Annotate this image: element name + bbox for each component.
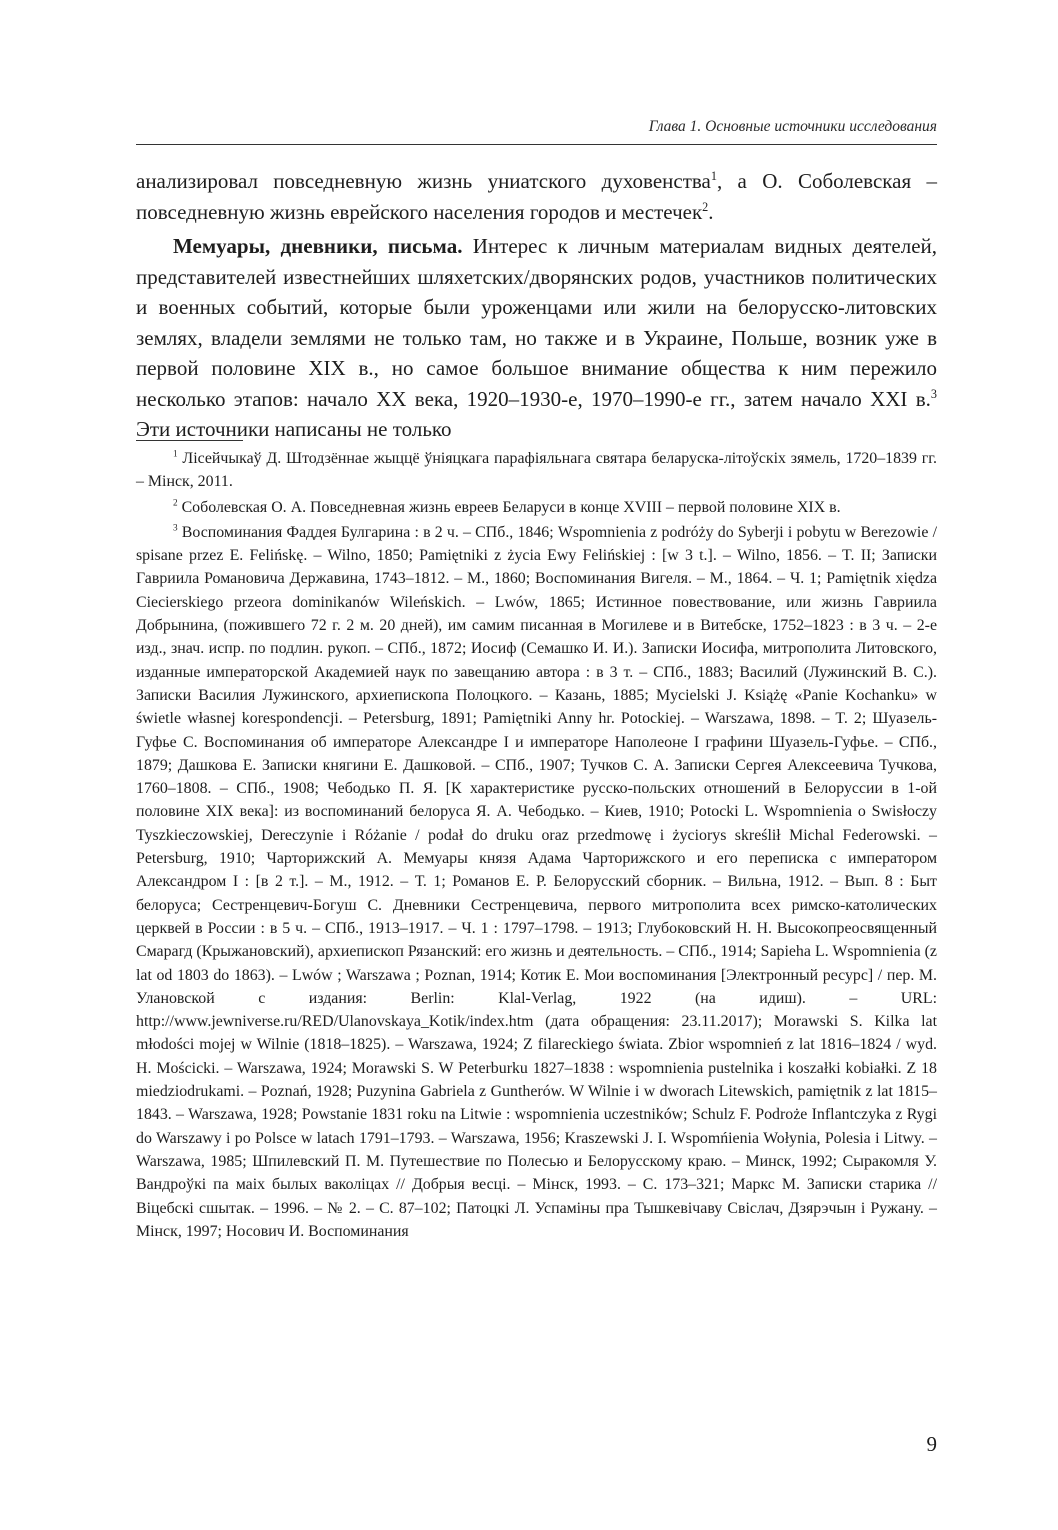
footnote-3 (136, 521, 937, 1243)
footnote-ref-2: 2 (702, 199, 709, 214)
paragraph-1-part-2: , а О. Соболевская – повседневную жизнь еврейского населения городов и местечек (136, 169, 937, 224)
book-page (136, 0, 937, 1530)
paragraph-1-part-1: анализировал повседневную жизнь униатского духовенства (136, 169, 711, 193)
footnote-number: 2 (173, 497, 178, 508)
footnote-rule (136, 440, 243, 441)
section-lead: Мемуары, дневники, письма. (173, 234, 463, 258)
footnote-ref-3: 3 (930, 386, 937, 401)
footnote-text: Соболевская О. А. Повседневная жизнь евреев Беларуси в конце XVIII – первой половине XIX в. (177, 498, 841, 516)
footnote-text: Воспоминания Фаддея Булгарина : в 2 ч. – СПб., 1846; Wspomnienia z podróży do Syberji i pobytu w Berezowie / spisane przez E. Felińskę. – Wilno, 1850; Pamiętniki z życia Ewy Felińskiej : [w 3 t.]. – Wilno, 1856. – T. II; Записки Гавриила Романовича Державина, 1743–1812. – М., 1860; Воспоминания Вигеля. – М., 1864. – Ч. 1; Pamiętnik xiędza Ciecierskiego przeora dominikanów Wileńskich. – Lwów, 1865; Истинное повествование, или жизнь Гавриила Добрынина, (пожившего 72 г. 2 м. 20 дней), им самим писанная в Могилеве и в Витебске, 1752–1823 : в 3 ч. – 2-е изд., знач. испр. по подлин. рукоп. – СПб., 1872; Иосиф (Семашко И. И.). Записки Иосифа, митрополита Литовского, изданные императорской Академией наук по завещанию автора : в 3 т. – СПб., 1883; Василий (Лужинский В. С.). Записки Василия Лужинского, архиепископа Полоцкого. – Казань, 1885; Mycielski J. Książę «Panie Kochanku» w świetle własnej korespondencji. – Petersburg, 1891; Pamiętniki Anny hr. Potockiej. – Warszawa, 1898. – T. 2; Шуазель-Гуфье С. Воспоминания об императоре Александре I и императоре Наполеоне I графини Шуазель-Гуфье. – СПб., 1879; Дашкова Е. Записки княгини Е. Дашковой. – СПб., 1907; Тучков С. А. Записки Сергея Алексеевича Тучкова, 1760–1808. – СПб., 1908; Чебодько П. Я. [К характеристике русско-польских отношений в Белоруссии в 1-ой половине XIX века]: из воспоминаний белоруса Я. А. Чебодько. – Киев, 1910; Potocki L. Wspomnienia o Swisłoczy Tyszkieczowskiej, Dereczynie i Różanie / podał do druku oraz przedmowę i życiorys skreślił Michal Federowski. – Petersburg, 1910; Чарторижский А. Мемуары князя Адама Чарторижского и его переписка с императором Александром I : [в 2 т.]. – М., 1912. – Т. 1; Романов Е. Р. Белорусский сборник. – Вильна, 1912. – Вып. 8 : Быт белоруса; Сестренцевич-Богуш С. Дневники Сестренцевича, первого митрополита всех римско-католических церквей в России : в 5 ч. – СПб., 1913–1917. – Ч. 1 : 1797–1798. – 1913; Глубоковский Н. Н. Высокопреосвященный Смарагд (Крыжановский), архиепископ Рязанский: его жизнь и деятельность. – СПб., 1914; Sapieha L. Wspomnienia (z lat od 1803 do 1863). – Lwów ; Warszawa ; Poznan, 1914; Котик Е. Мои воспоминания [Электронный ресурс] / пер. М. Улановской с издания: Berlin: Klal-Verlag, 1922 (на идиш). – URL: http://www.jewniverse.ru/RED/Ulanovskaya_Kotik/index.htm (дата обращения: 23.11.2017); Morawski S. Kilka lat młodości mojej w Wilnie (1818–1825). – Warszawa, 1924; Z filareckiego świata. Zbior wspomnień z lat 1816–1824 / wyd. H. Mościcki. – Warszawa, 1924; Morawski S. W Peterburku 1827–1838 : wspomnienia pustelnika i koszałki kobiałki. Z 18 miedziodrukami. – Poznań, 1928; Puzynina Gabriela z Guntherów. W Wilnie i w dworach Litewskich, pamiętnik z lat 1815–1843. – Warszawa, 1928; Powstanie 1831 roku na Litwie : wspomnienia uczestników; Schulz F. Podroże Inflantczyka z Rygi do Warszawy i po Polsce w latach 1791–1793. – Warszawa, 1956; Kraszewski J. I. Wspomńienia Wołynia, Polesia i Litwy. – Warszawa, 1985; Шпилевский П. М. Путешествие по Полесью и Белорусскому краю. – Минск, 1992; Сыракомля У. Вандроўкі па маіх былых ваколіцах // Добрыя весці. – Мінск, 1993. – С. 173–321; Маркс М. Записки старика // Віцебскі сшытак. – 1996. – № 2. – С. 87–102; Патоцкі Л. Успаміны пра Тышкевічаву Свіслач, Дзярэчын і Ружану. – Мінск, 1997; Носович И. Воспоминания (136, 523, 937, 1240)
footnotes (136, 447, 937, 1245)
header-rule (136, 144, 937, 145)
paragraph-2-text: Интерес к личным материалам видных деятелей, представителей известнейших шляхетских/дворянских родов, участников политических и военных событий, которые были уроженцами или жили на белорусско-литовских землях, владели землями не только там, но также и в Украине, Польше, возник уже в первой половине XIX в., но самое большое внимание общества к ним пережило несколько этапов: начало XX века, 1920–1930-е, 1970–1990-е гг., затем начало XXI в. (136, 234, 937, 411)
footnote-text: Лісейчыкаў Д. Штодзённае жыццё ўніяцкага парафіяльнага святара беларуска-літоўскіх зямель, 1720–1839 гг. – Мінск, 2011. (136, 450, 937, 491)
paragraph-2-tail: Эти источники написаны не только (136, 417, 452, 441)
main-text (136, 166, 937, 449)
footnote-number: 3 (173, 522, 178, 533)
page-number: 9 (926, 1432, 937, 1456)
footnote-number: 1 (173, 448, 178, 459)
running-header: Глава 1. Основные источники исследования (648, 118, 937, 135)
paragraph-1-part-3: . (708, 199, 714, 224)
footnote-2 (136, 496, 937, 519)
footnote-1 (136, 447, 937, 494)
paragraph-2 (136, 231, 937, 445)
footnote-ref-1: 1 (710, 169, 717, 183)
paragraph-1 (136, 166, 937, 227)
